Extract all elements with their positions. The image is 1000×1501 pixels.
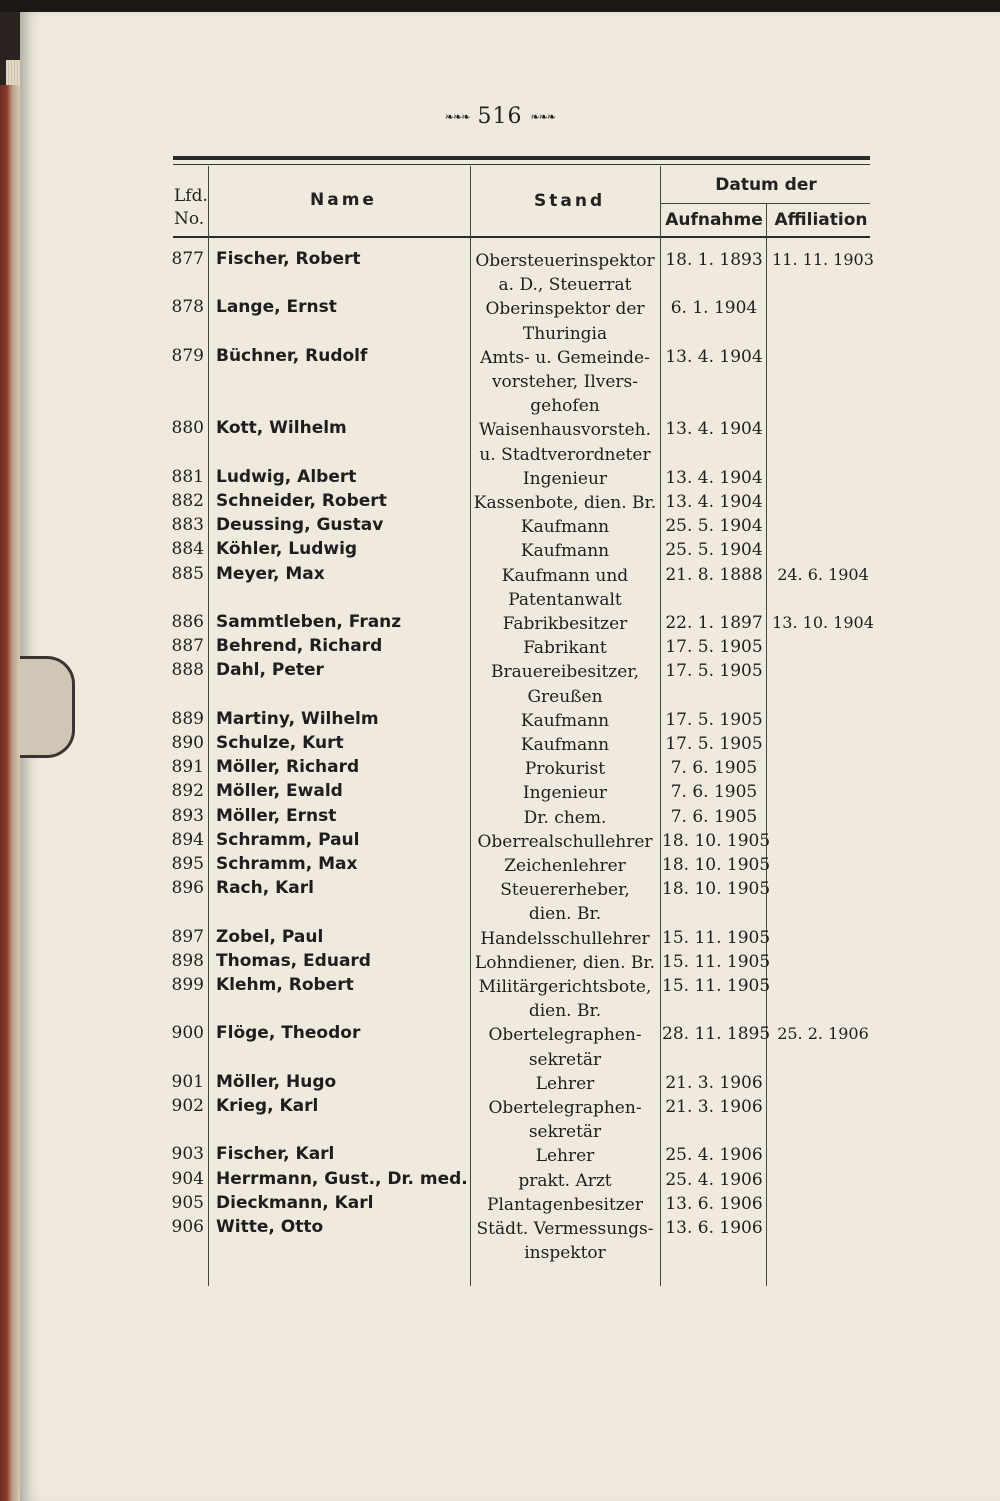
table-top-rule (173, 156, 870, 160)
member-name: Schneider, Robert (216, 491, 387, 511)
occupation-line: Dr. chem. (523, 807, 607, 828)
table-row (0, 1193, 1000, 1217)
occupation-line: sekretär (528, 1122, 602, 1143)
entry-number: 896 (171, 878, 204, 899)
entry-number: 906 (171, 1217, 204, 1237)
entry-number: 902 (171, 1096, 204, 1116)
occupation-cell (472, 467, 658, 491)
table-row (0, 660, 1000, 707)
occupation-line: Obertelegraphen- (488, 1098, 642, 1118)
member-name: Zobel, Paul (216, 926, 324, 947)
table-row (0, 515, 1000, 539)
occupation-cell (472, 1193, 658, 1217)
member-name: Dieckmann, Karl (216, 1192, 374, 1213)
admission-date: 13. 6. 1906 (665, 1193, 763, 1214)
occupation-cell (472, 249, 658, 297)
entry-number: 895 (171, 854, 204, 874)
member-name: Möller, Richard (216, 757, 360, 778)
admission-date: 17. 5. 1905 (665, 661, 763, 682)
admission-date: 15. 11. 1905 (662, 927, 771, 948)
member-name: Fischer, Robert (216, 249, 361, 269)
occupation-line: Amts- u. Gemeinde- (480, 347, 650, 368)
occupation-cell (472, 1096, 658, 1144)
occupation-line: Prokurist (524, 759, 606, 780)
occupation-cell (472, 564, 658, 612)
occupation-line: Zeichenlehrer (504, 856, 626, 876)
entry-number: 900 (171, 1023, 204, 1044)
table-row (0, 345, 1000, 417)
table-row (0, 612, 1000, 636)
member-name: Meyer, Max (216, 563, 325, 584)
header-lfd-no (174, 185, 208, 231)
table-row (0, 733, 1000, 757)
occupation-line: Patentanwalt (508, 589, 622, 610)
admission-date: 25. 4. 1906 (665, 1145, 763, 1166)
occupation-cell (472, 975, 658, 1023)
occupation-line: u. Stadtverordneter (479, 444, 651, 465)
occupation-cell (472, 733, 658, 757)
member-name: Büchner, Rudolf (216, 345, 368, 366)
member-name: Herrmann, Gust., Dr. med. (216, 1168, 468, 1189)
member-name: Möller, Hugo (216, 1071, 337, 1092)
member-name: Möller, Ewald (216, 781, 343, 802)
occupation-cell (472, 660, 658, 708)
admission-date: 21. 3. 1906 (665, 1072, 763, 1093)
entry-number: 892 (171, 781, 204, 802)
table-top-rule-thin (173, 164, 870, 165)
header-stand: Stand (534, 191, 606, 211)
admission-date: 7. 6. 1905 (670, 758, 758, 779)
table-row (0, 878, 1000, 925)
affiliation-date: 13. 10. 1904 (772, 613, 874, 632)
occupation-line: Oberrealschullehrer (477, 831, 653, 852)
admission-date: 17. 5. 1905 (665, 734, 763, 754)
entry-number: 877 (171, 249, 204, 269)
table-row (0, 854, 1000, 878)
admission-date: 18. 10. 1905 (662, 855, 771, 875)
affiliation-date: 11. 11. 1903 (772, 250, 874, 269)
occupation-cell (472, 951, 658, 975)
member-name: Köhler, Ludwig (216, 539, 358, 560)
occupation-cell (472, 539, 658, 563)
member-name: Schulze, Kurt (216, 733, 344, 753)
header-lfd: Lfd. (174, 186, 208, 206)
entry-number: 887 (171, 636, 204, 657)
member-name: Klehm, Robert (216, 975, 354, 995)
entry-number: 883 (171, 515, 204, 536)
member-name: Flöge, Theodor (216, 1023, 361, 1044)
header-datum-der: Datum der (715, 175, 817, 195)
occupation-cell (472, 1023, 658, 1071)
occupation-line: Kaufmann (520, 517, 610, 538)
occupation-line: Waisenhausvorsteh. (479, 420, 651, 441)
occupation-cell (472, 1144, 658, 1168)
admission-date: 17. 5. 1905 (665, 637, 763, 658)
entry-number: 903 (171, 1144, 204, 1165)
occupation-cell (472, 1169, 658, 1193)
occupation-line: Obersteuerinspektor (475, 251, 655, 271)
entry-number: 888 (171, 660, 204, 681)
admission-date: 17. 5. 1905 (665, 709, 763, 730)
header-divider (661, 203, 870, 204)
member-name: Rach, Karl (216, 878, 314, 899)
occupation-cell (472, 927, 658, 951)
admission-date: 13. 6. 1906 (665, 1218, 763, 1238)
header-affiliation: Affiliation (774, 210, 868, 230)
scan-top-edge (0, 0, 1000, 12)
ornament-right-icon: ❧❧❧ (530, 110, 556, 124)
member-name: Witte, Otto (216, 1217, 324, 1237)
member-name: Lange, Ernst (216, 297, 337, 318)
table-row (0, 975, 1000, 1022)
occupation-line: Oberinspektor der (485, 299, 645, 320)
occupation-line: Greußen (527, 686, 603, 707)
table-row (0, 1072, 1000, 1096)
member-name: Fischer, Karl (216, 1144, 335, 1165)
occupation-line: Plantagenbesitzer (487, 1194, 643, 1215)
member-name: Schramm, Paul (216, 829, 360, 850)
admission-date: 13. 4. 1904 (665, 419, 763, 440)
table-row (0, 1169, 1000, 1193)
occupation-line: Thuringia (522, 323, 608, 344)
occupation-cell (472, 612, 658, 636)
header-no: No. (174, 209, 205, 229)
occupation-line: Kaufmann und (501, 565, 629, 586)
occupation-line: Kaufmann (520, 710, 610, 731)
admission-date: 28. 11. 1895 (662, 1024, 771, 1045)
entry-number: 890 (171, 733, 204, 753)
entry-number: 884 (171, 539, 204, 560)
page-number-line (0, 104, 1000, 129)
table-row (0, 709, 1000, 733)
occupation-line: dien. Br. (528, 904, 602, 925)
occupation-cell (472, 297, 658, 345)
table-row (0, 563, 1000, 610)
admission-date: 18. 10. 1905 (662, 830, 771, 851)
table-row (0, 297, 1000, 344)
occupation-line: Kaufmann (520, 735, 610, 755)
affiliation-date: 25. 2. 1906 (777, 1024, 869, 1044)
table-row (0, 636, 1000, 660)
occupation-cell (472, 854, 658, 878)
occupation-cell (472, 346, 658, 419)
table-row (0, 806, 1000, 830)
entry-number: 891 (171, 757, 204, 778)
occupation-line: Militärgerichtsbote, (478, 977, 652, 997)
entry-number: 897 (171, 926, 204, 947)
occupation-cell (472, 1217, 658, 1265)
member-name: Sammtleben, Franz (216, 612, 402, 632)
entry-number: 880 (171, 418, 204, 439)
admission-date: 6. 1. 1904 (670, 298, 758, 319)
occupation-line: Fabrikant (523, 638, 607, 659)
occupation-line: prakt. Arzt (518, 1170, 612, 1191)
entry-number: 879 (171, 345, 204, 366)
admission-date: 15. 11. 1905 (662, 951, 771, 972)
member-name: Behrend, Richard (216, 636, 383, 657)
occupation-line: Kassenbote, dien. Br. (473, 493, 657, 513)
occupation-cell (472, 781, 658, 805)
table-row (0, 418, 1000, 465)
ornament-left-icon: ❧❧❧ (444, 110, 470, 124)
admission-date: 13. 4. 1904 (665, 467, 763, 488)
occupation-line: Lohndiener, dien. Br. (474, 952, 656, 973)
occupation-line: Lehrer (535, 1073, 595, 1094)
member-name: Dahl, Peter (216, 660, 324, 681)
table-row (0, 491, 1000, 515)
occupation-line: inspektor (524, 1243, 606, 1264)
occupation-cell (472, 418, 658, 466)
header-aufnahme: Aufnahme (665, 210, 763, 230)
occupation-cell (472, 709, 658, 733)
entry-number: 894 (171, 829, 204, 850)
occupation-line: Ingenieur (522, 783, 608, 804)
member-name: Kott, Wilhelm (216, 418, 347, 439)
occupation-cell (472, 806, 658, 830)
entry-number: 889 (171, 708, 204, 729)
member-name: Thomas, Eduard (216, 950, 371, 971)
table-row (0, 249, 1000, 296)
occupation-cell (472, 491, 658, 515)
occupation-line: Steuererheber, (500, 880, 630, 901)
table-row (0, 539, 1000, 563)
occupation-line: dien. Br. (528, 1001, 602, 1022)
admission-date: 25. 4. 1906 (665, 1169, 763, 1190)
occupation-line: Obertelegraphen- (488, 1025, 642, 1046)
occupation-line: sekretär (528, 1049, 602, 1070)
occupation-cell (472, 757, 658, 781)
occupation-line: Fabrikbesitzer (502, 614, 628, 634)
header-name: Name (310, 190, 377, 210)
entry-number: 899 (171, 975, 204, 995)
admission-date: 21. 8. 1888 (665, 564, 763, 585)
entry-number: 898 (171, 950, 204, 971)
table-row (0, 1023, 1000, 1070)
admission-date: 15. 11. 1905 (662, 976, 771, 996)
table-row (0, 1217, 1000, 1264)
table-row (0, 781, 1000, 805)
table-row (0, 927, 1000, 951)
page-number: 516 (477, 104, 523, 129)
occupation-cell (472, 1072, 658, 1096)
member-name: Möller, Ernst (216, 805, 337, 826)
occupation-line: gehofen (530, 396, 600, 417)
table-row (0, 951, 1000, 975)
occupation-cell (472, 636, 658, 660)
entry-number: 893 (171, 805, 204, 826)
admission-date: 13. 4. 1904 (665, 492, 763, 512)
admission-date: 21. 3. 1906 (665, 1097, 763, 1117)
occupation-cell (472, 830, 658, 854)
affiliation-date: 24. 6. 1904 (777, 564, 869, 584)
entry-number: 878 (171, 297, 204, 318)
occupation-line: Brauereibesitzer, (490, 662, 639, 683)
entry-number: 904 (171, 1168, 204, 1189)
entry-number: 901 (171, 1071, 204, 1092)
admission-date: 7. 6. 1905 (670, 806, 758, 827)
occupation-cell (472, 878, 658, 926)
admission-date: 22. 1. 1897 (665, 613, 763, 633)
admission-date: 13. 4. 1904 (665, 346, 763, 367)
member-name: Schramm, Max (216, 854, 358, 874)
table-row (0, 757, 1000, 781)
member-name: Martiny, Wilhelm (216, 708, 379, 729)
occupation-line: a. D., Steuerrat (498, 275, 632, 296)
occupation-line: Städt. Vermessungs- (476, 1219, 654, 1239)
entry-number: 886 (171, 612, 204, 632)
table-row (0, 1144, 1000, 1168)
entry-number: 881 (171, 466, 204, 487)
occupation-line: Kaufmann (520, 541, 610, 562)
member-name: Ludwig, Albert (216, 466, 357, 487)
admission-date: 25. 5. 1904 (665, 540, 763, 561)
entry-number: 882 (171, 491, 204, 511)
member-name: Krieg, Karl (216, 1096, 319, 1116)
occupation-line: Lehrer (535, 1146, 595, 1167)
admission-date: 25. 5. 1904 (665, 516, 763, 537)
admission-date: 7. 6. 1905 (670, 782, 758, 803)
entry-number: 885 (171, 563, 204, 584)
admission-date: 18. 10. 1905 (662, 879, 771, 900)
occupation-line: vorsteher, Ilvers- (491, 372, 639, 392)
occupation-line: Handelsschullehrer (480, 928, 650, 949)
member-name: Deussing, Gustav (216, 515, 384, 536)
entry-number: 905 (171, 1192, 204, 1213)
table-row (0, 830, 1000, 854)
admission-date: 18. 1. 1893 (665, 250, 763, 270)
table-row (0, 467, 1000, 491)
table-row (0, 1096, 1000, 1143)
occupation-cell (472, 515, 658, 539)
occupation-line: Ingenieur (522, 468, 608, 489)
